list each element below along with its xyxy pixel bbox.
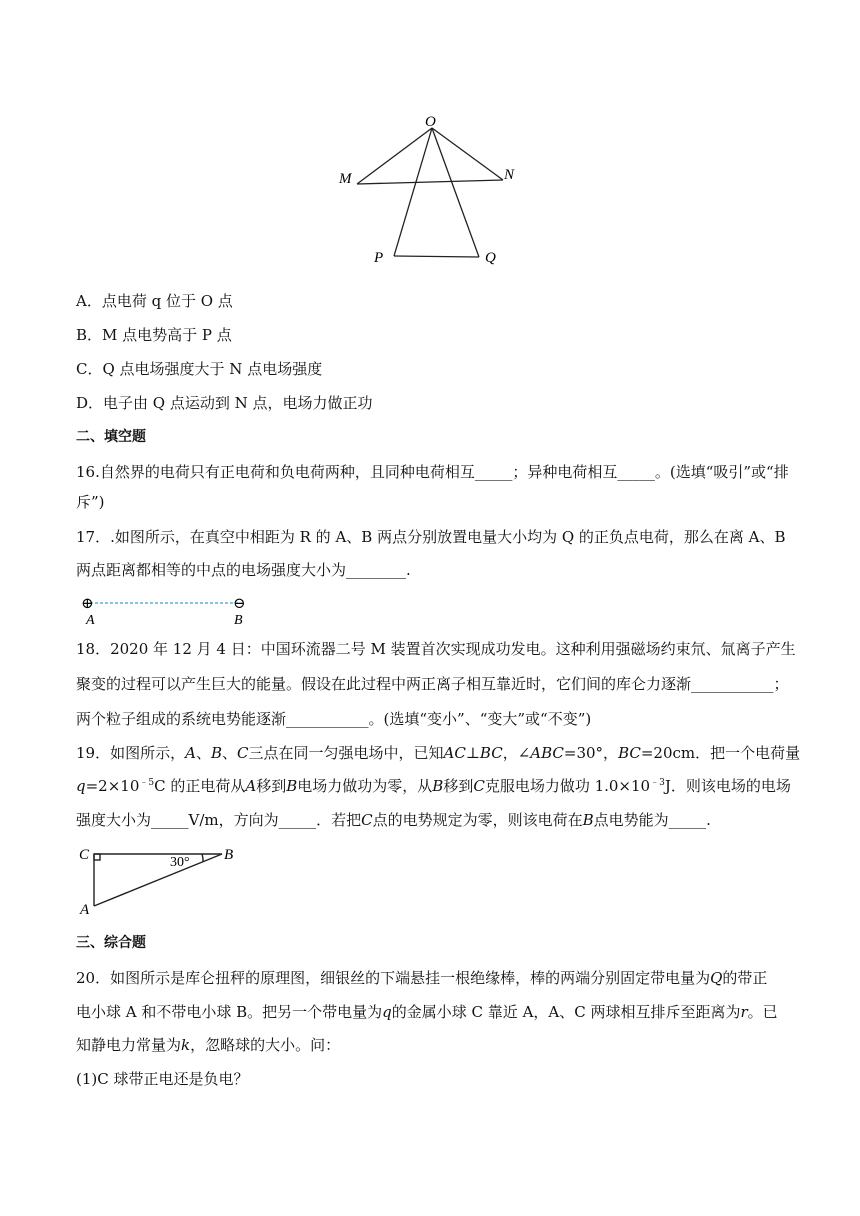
section-heading-comprehensive: 三、综合题 [76, 935, 146, 951]
label-n: N [504, 167, 515, 183]
figure-omnpq [330, 110, 530, 270]
label-m: M [339, 171, 352, 187]
figure-charges-ab [78, 592, 258, 628]
section-heading-fill-blank: 二、填空题 [76, 429, 146, 445]
q19-line3: 强度大小为_____V/m，方向为_____．若把C点的电势规定为零，则该电荷在B点电势能为_____. [76, 811, 711, 829]
q16-line2: 斥”) [76, 493, 105, 511]
q17-line1: 17．.如图所示，在真空中相距为 R 的 A、B 两点分别放置电量大小均为 Q 的正负点电荷，那么在离 A、B [76, 528, 786, 546]
q18-line1: 18．2020 年 12 月 4 日：中国环流器二号 M 装置首次实现成功发电。这种利用强磁场约束氘、氚离子产生 [76, 640, 796, 658]
q20-line2: 电小球 A 和不带电小球 B。把另一个带电量为q的金属小球 C 靠近 A，A、C 两球相互排斥至距离为r。已 [76, 1003, 778, 1021]
vertex-a: A [80, 902, 90, 918]
q18-line3: 两个粒子组成的系统电势能逐渐___________。(选填“变小”、“变大”或“不变”) [76, 710, 592, 728]
q20-line1: 20．如图所示是库仑扭秤的原理图，细银丝的下端悬挂一根绝缘棒，棒的两端分别固定带电量为Q的带正 [76, 969, 768, 987]
label-p: P [374, 250, 384, 266]
q16-line1: 16.自然界的电荷只有正电荷和负电荷两种，且同种电荷相互_____；异种电荷相互_____。(选填“吸引”或“排 [76, 463, 789, 481]
label-q: Q [485, 250, 496, 266]
option-a: A．点电荷 q 位于 O 点 [76, 292, 233, 310]
q18-line2: 聚变的过程可以产生巨大的能量。假设在此过程中两正离子相互靠近时，它们间的库仑力逐渐___________； [76, 675, 789, 693]
label-a: A [86, 613, 95, 628]
label-o: O [425, 114, 436, 130]
figure-triangle-abc [78, 842, 248, 918]
q20-sub1: (1)C 球带正电还是负电？ [76, 1070, 249, 1088]
minus-charge-icon: ⊖ [233, 596, 246, 612]
vertex-b: B [224, 847, 234, 863]
vertex-c: C [79, 847, 90, 863]
label-b: B [234, 613, 243, 628]
option-d: D．电子由 Q 点运动到 N 点，电场力做正功 [76, 394, 373, 412]
q20-line3: 知静电力常量为k，忽略球的大小。问： [76, 1036, 341, 1054]
angle-label: 30° [170, 855, 190, 870]
option-c: C．Q 点电场强度大于 N 点电场强度 [76, 360, 323, 378]
option-b: B．M 点电势高于 P 点 [76, 326, 232, 344]
q19-line2: $q=2\times 10^{﹣5}C$ 的正电荷从A移到B电场力做功为零，从B移到C克服电场力做功 $1.0\times 10^{﹣3}J$．则该电场的电场 [76, 777, 791, 795]
q17-line2: 两点距离都相等的中点的电场强度大小为________. [76, 561, 411, 579]
q19-line1: 19．如图所示，A、B、C三点在同一匀强电场中，已知AC⊥BC，∠ABC=30°，BC=20cm．把一个电荷量 [76, 744, 801, 762]
plus-charge-icon: ⊕ [81, 596, 94, 612]
